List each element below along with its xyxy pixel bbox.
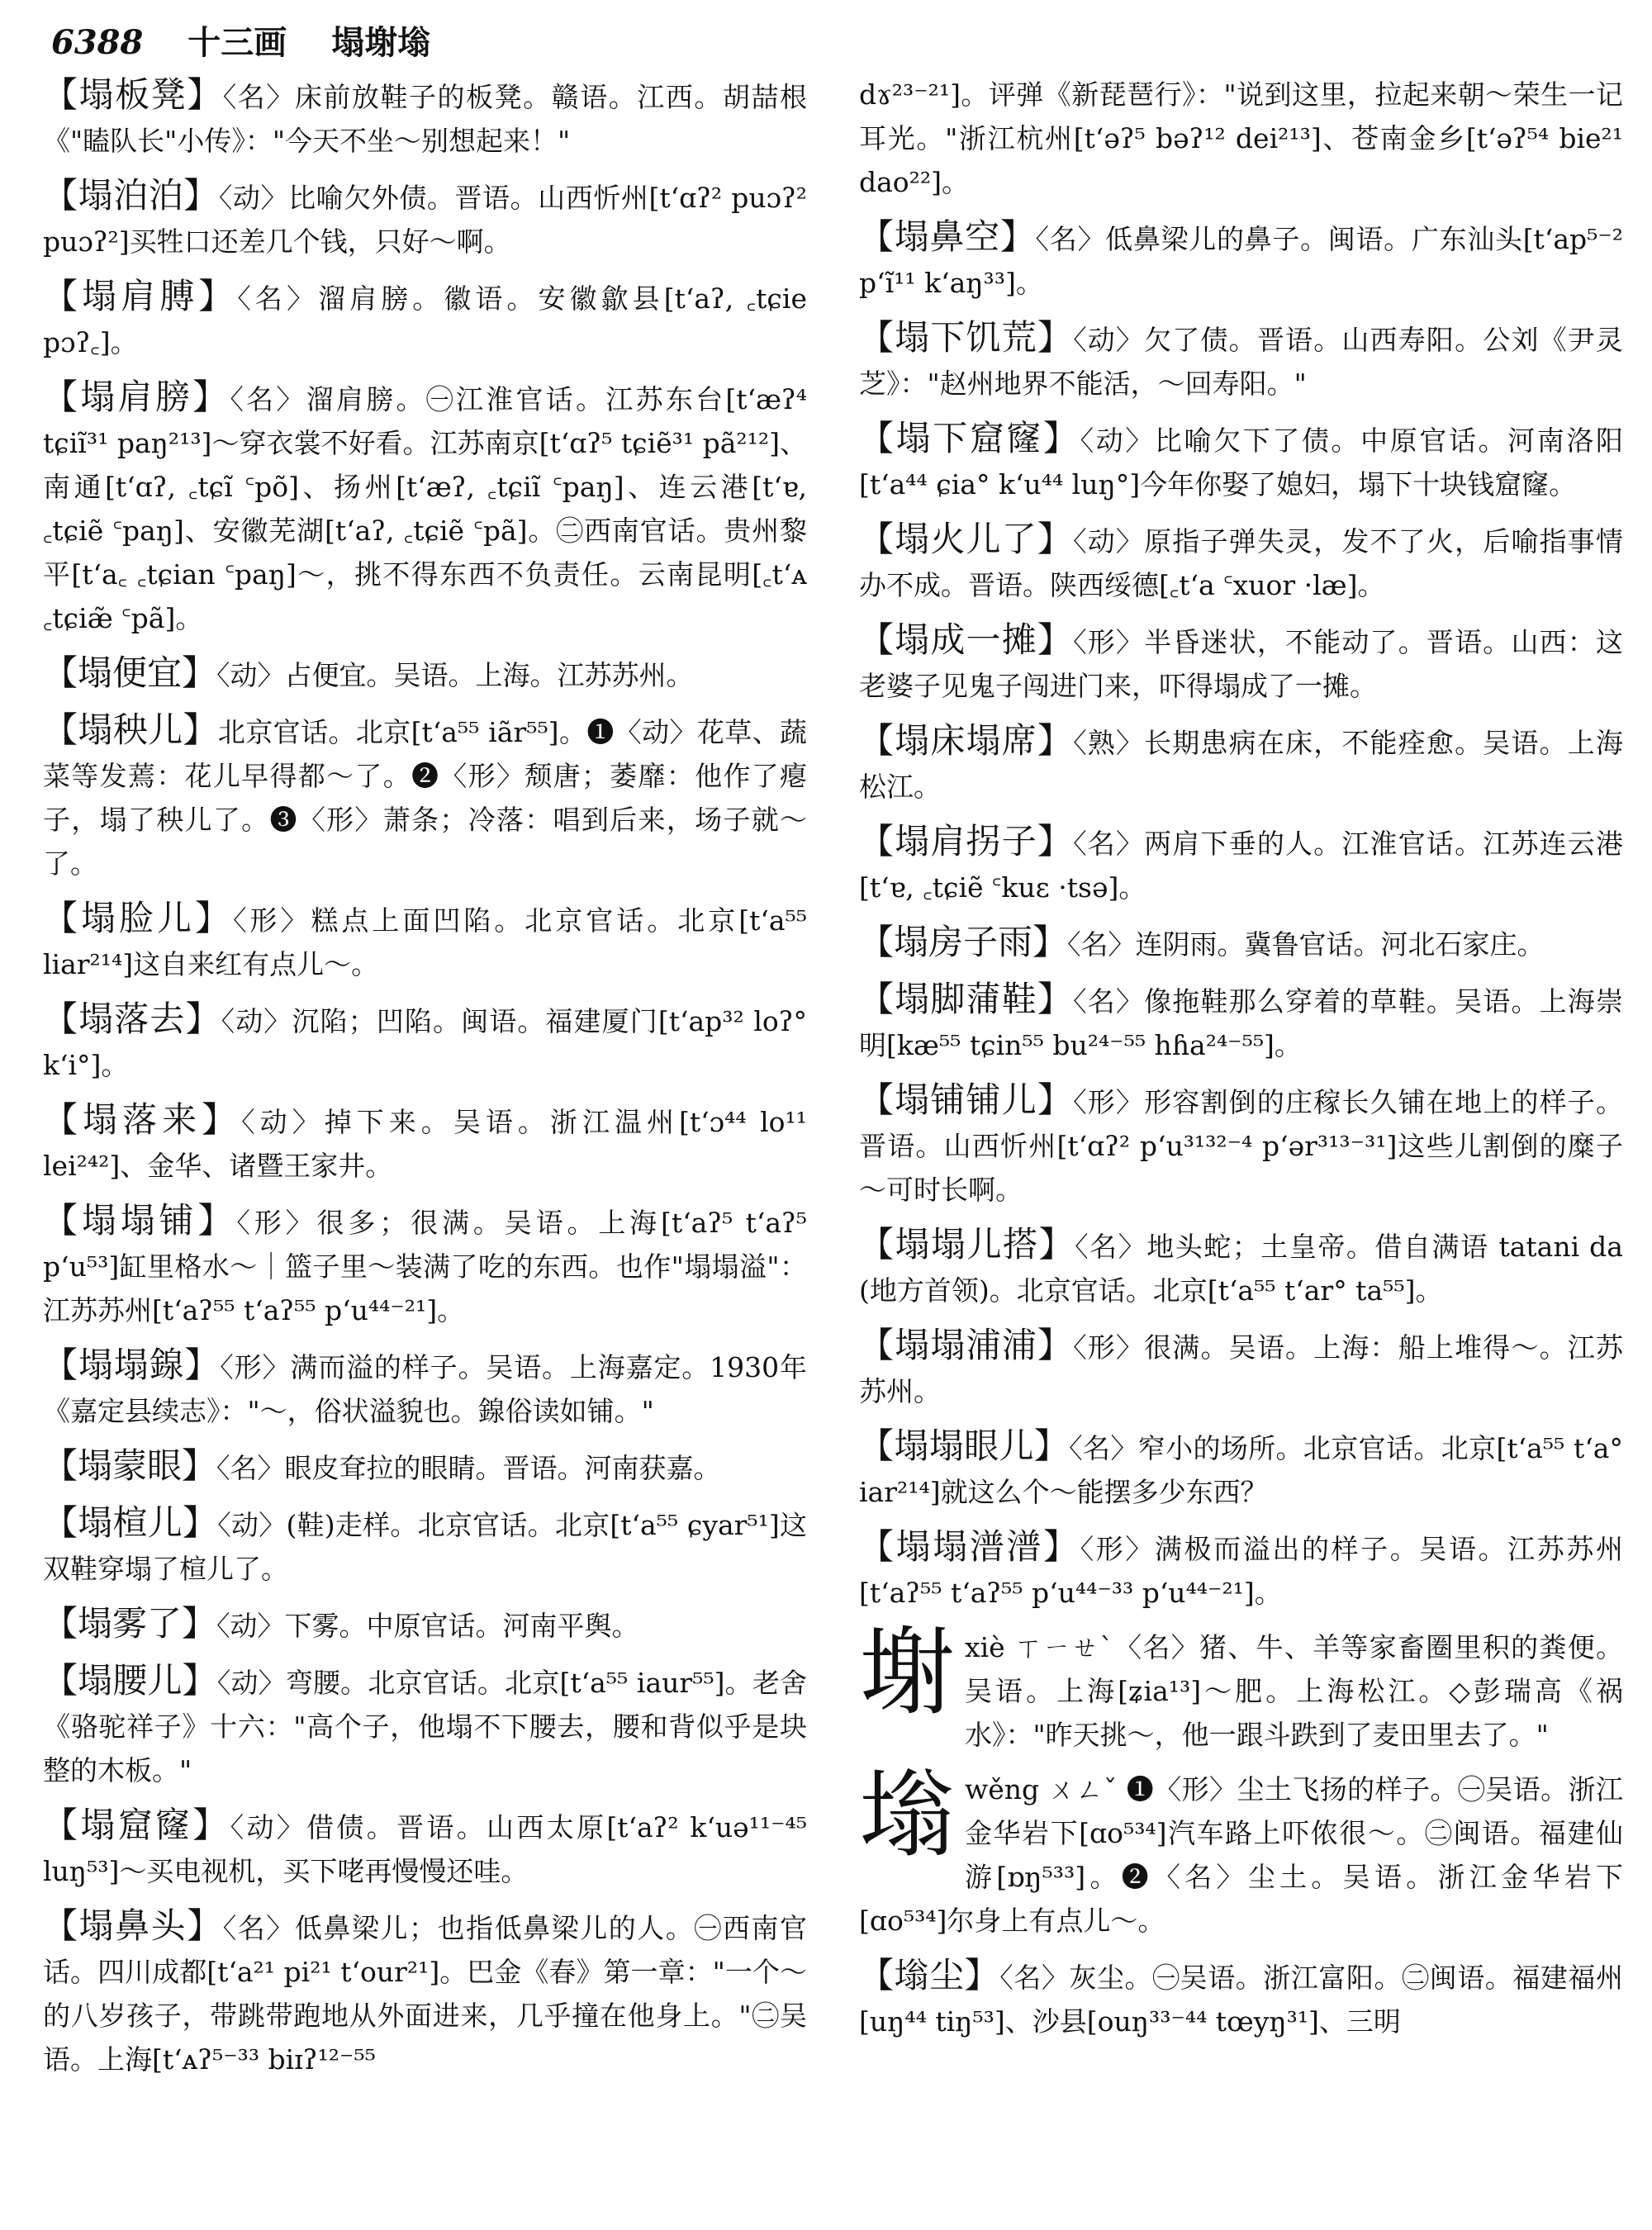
entry-headword: 【塌铺铺儿】 xyxy=(859,1079,1074,1120)
entry-headword: 【塌落来】 xyxy=(43,1099,242,1140)
dictionary-entry xyxy=(859,819,1623,909)
dictionary-entry xyxy=(43,1904,807,2081)
entry-headword: 【塌窟窿】 xyxy=(43,1805,230,1845)
entry-definition: 〈动〉掉下来。吴语。浙江温州[tʻɔ⁴⁴ lo¹¹ lei²⁴²]、金华、诸暨王家井。 xyxy=(43,1106,807,1182)
dictionary-entry xyxy=(859,1525,1623,1615)
entry-headword: 【塌肩膊】 xyxy=(43,276,238,316)
dictionary-entry xyxy=(43,1803,807,1893)
entry-definition: 〈动〉占便宜。吴语。上海。江苏苏州。 xyxy=(216,659,694,691)
entry-definition: 〈形〉很满。吴语。上海：船上堆得～。江苏苏州。 xyxy=(859,1331,1623,1407)
entry-definition: 〈名〉眼皮耷拉的眼睛。晋语。河南获嘉。 xyxy=(216,1452,721,1484)
entry-headword: 【塌泊泊】 xyxy=(43,175,219,216)
page-number: 6388 xyxy=(51,23,144,62)
dictionary-entry xyxy=(43,1658,807,1792)
entry-definition: 〈动〉原指子弹失灵，发不了火，后喻指事情办不成。晋语。陕西绥德[꜀tʻa ꜂xuor ·læ]。 xyxy=(859,525,1623,601)
entry-headword: 【塌脚蒲鞋】 xyxy=(859,979,1074,1019)
entry-headword: 【塌蒙眼】 xyxy=(43,1445,217,1486)
dictionary-entry xyxy=(859,1424,1623,1514)
entry-headword: 【塕尘】 xyxy=(859,1955,1000,1995)
entry-definition: 〈名〉低鼻梁儿；也指低鼻梁儿的人。㊀西南官话。四川成都[tʻa²¹ pi²¹ tʻour²¹]。巴金《春》第一章："一个～的八岁孩子，带跳带跑地从外面进来，几乎撞在他身上。"㊁吴语。上海[tʻᴀʔ⁵⁻³³ biɪʔ¹²⁻⁵⁵ xyxy=(43,1912,807,2076)
entry-definition: 〈动〉比喻欠外债。晋语。山西忻州[tʻɑʔ² puɔʔ² puɔʔ²]买牲口还差几个钱，只好～啊。 xyxy=(43,182,807,258)
dictionary-entry xyxy=(859,920,1623,966)
entry-headword: 【塌肩膀】 xyxy=(43,377,230,417)
dictionary-entry xyxy=(43,173,807,263)
page-header xyxy=(51,18,1621,68)
entry-headword: 【塌塌眼儿】 xyxy=(859,1426,1070,1466)
entry-definition: 〈名〉像拖鞋那么穿着的草鞋。吴语。上海崇明[kæ⁵⁵ tɕin⁵⁵ bu²⁴⁻⁵⁵ hɦa²⁴⁻⁵⁵]。 xyxy=(859,985,1623,1061)
dictionary-entry xyxy=(43,1601,807,1648)
dictionary-entry xyxy=(43,274,807,364)
entry-definition: 〈名〉窄小的场所。北京官话。北京[tʻa⁵⁵ tʻa° iar²¹⁴]就这么个～能摆多少东西？ xyxy=(859,1432,1623,1508)
dictionary-entry xyxy=(859,1323,1623,1413)
dictionary-entry xyxy=(859,618,1623,708)
entry-definition: 〈名〉低鼻梁儿的鼻子。闽语。广东汕头[tʻap⁵⁻² pʻĩ¹¹ kʻaŋ³³]。 xyxy=(859,223,1623,299)
entry-definition: 〈形〉很多；很满。吴语。上海[tʻaʔ⁵ tʻaʔ⁵ pʻu⁵³]缸里格水～｜篮子里～装满了吃的东西。也作"塌塌溢"：江苏苏州[tʻaʔ⁵⁵ tʻaʔ⁵⁵ pʻu⁴⁴⁻²¹]。 xyxy=(43,1207,807,1326)
entry-headword: 【塌楦儿】 xyxy=(43,1502,218,1543)
dictionary-entry xyxy=(859,316,1623,406)
dictionary-entry xyxy=(859,719,1623,809)
entry-headword: 【塌塌潽潽】 xyxy=(859,1526,1080,1567)
dictionary-entry xyxy=(43,708,807,885)
entry-headword: 【塌腰儿】 xyxy=(43,1660,217,1701)
entry-definition: 〈动〉弯腰。北京官话。北京[tʻa⁵⁵ iaur⁵⁵]。老舍《骆驼祥子》十六："高个子，他塌不下腰去，腰和背似乎是块整的木板。" xyxy=(43,1667,807,1786)
dictionary-entry xyxy=(859,1078,1623,1212)
head-character: 塮 xyxy=(859,1617,955,1729)
entry-headword: 【塌成一摊】 xyxy=(859,619,1074,660)
entry-definition: 〈名〉床前放鞋子的板凳。赣语。江西。胡喆根《"瞌队长"小传》："今天不坐～别想起来！" xyxy=(43,81,807,157)
entry-headword: 【塌塌铺】 xyxy=(43,1200,237,1241)
entry-definition: xiè ㄒㄧㄝˋ〈名〉猪、牛、羊等家畜圈里积的粪便。吴语。上海[ʑia¹³]～肥。上海松江。◇彭瑞高《祸水》："昨天挑～，他一跟斗跌到了麦田里去了。" xyxy=(965,1631,1623,1751)
dictionary-entry xyxy=(859,1953,1623,2043)
entry-definition: 〈名〉溜肩膀。㊀江淮官话。江苏东台[tʻæʔ⁴ tɕiĩ³¹ paŋ²¹³]～穿衣裳不好看。江苏南京[tʻɑʔ⁵ tɕiẽ³¹ pã²¹²]、南通[tʻɑʔ, ꜀tɕĩ ꜂põ]、扬州[tʻæʔ, ꜀tɕiĩ ꜂paŋ]、连云港[tʻɐ, ꜀tɕiẽ ꜂paŋ]、安徽芜湖[tʻaʔ, ꜀tɕiẽ ꜂pã]。㊁西南官话。贵州黎平[tʻa꜀ ꜀tɕian ꜂paŋ]～，挑不得东西不负责任。云南昆明[꜀tʻᴀ ꜀tɕiæ̃ ꜂pã]。 xyxy=(43,383,807,634)
entry-definition: 〈形〉形容割倒的庄稼长久铺在地上的样子。晋语。山西忻州[tʻɑʔ² pʻu³¹³²⁻⁴ pʻər³¹³⁻³¹]这些儿割倒的糜子～可时长啊。 xyxy=(859,1086,1623,1206)
character-entry xyxy=(859,1617,1623,1757)
entry-definition: 〈名〉溜肩膀。徽语。安徽歙县[tʻaʔ, ꜀tɕie pɔʔ꜀]。 xyxy=(43,282,807,358)
dictionary-entry xyxy=(43,1198,807,1332)
character-entry xyxy=(859,1759,1623,1943)
entry-definition: 〈形〉半昏迷状，不能动了。晋语。山西：这老婆子见鬼子闯进门来，吓得塌成了一摊。 xyxy=(859,626,1623,702)
entry-definition: 〈名〉连阴雨。冀鲁官话。河北石家庄。 xyxy=(1067,928,1545,961)
dictionary-entry xyxy=(859,1222,1623,1312)
dictionary-entry xyxy=(859,215,1623,305)
header-chars: 塌塮塕 xyxy=(331,23,431,62)
entry-definition: 〈名〉地头蛇；土皇帝。借自满语 tatani da (地方首领)。北京官话。北京[tʻa⁵⁵ tʻar° ta⁵⁵]。 xyxy=(859,1231,1623,1307)
entry-definition: 〈动〉下雾。中原官话。河南平舆。 xyxy=(216,1610,639,1642)
entry-definition: 〈形〉糕点上面凹陷。北京官话。北京[tʻa⁵⁵ liar²¹⁴]这自来红有点儿～。 xyxy=(43,904,807,980)
dictionary-entry xyxy=(859,416,1623,506)
entry-definition: 〈熟〉长期患病在床，不能痊愈。吴语。上海松江。 xyxy=(859,727,1623,803)
entry-definition: 北京官话。北京[tʻa⁵⁵ iãr⁵⁵]。❶〈动〉花草、蔬菜等发蔫：花儿早得都～了。❷〈形〉颓唐；萎靡：他作了瘪子，塌了秧儿了。❸〈形〉萧条；冷落：唱到后来，场子就～了。 xyxy=(43,716,807,880)
entry-headword: 【塌房子雨】 xyxy=(859,922,1068,962)
dictionary-entry xyxy=(43,1444,807,1490)
entry-definition: 〈动〉(鞋)走样。北京官话。北京[tʻa⁵⁵ ɕyar⁵¹]这双鞋穿塌了楦儿了。 xyxy=(43,1509,807,1585)
dictionary-entry xyxy=(859,977,1623,1067)
section-label: 十三画 xyxy=(188,23,287,62)
entry-definition: 〈形〉满而溢的样子。吴语。上海嘉定。1930年《嘉定县续志》："～，俗状溢貌也。䤼俗读如铺。" xyxy=(43,1351,807,1427)
head-character: 塕 xyxy=(859,1759,955,1871)
entry-headword: 【塌下饥荒】 xyxy=(859,317,1074,358)
entry-definition: 〈名〉灰尘。㊀吴语。浙江富阳。㊁闽语。福建福州[uŋ⁴⁴ tiŋ⁵³]、沙县[ouŋ³³⁻⁴⁴ tœyŋ³¹]、三明 xyxy=(859,1962,1623,2038)
entry-headword: 【塌雾了】 xyxy=(43,1603,217,1644)
dictionary-entry xyxy=(43,1098,807,1188)
entry-headword: 【塌塌儿搭】 xyxy=(859,1224,1075,1264)
entry-headword: 【塌板凳】 xyxy=(43,74,223,115)
dictionary-entry xyxy=(43,1343,807,1433)
entry-headword: 【塌秧儿】 xyxy=(43,709,218,750)
entry-headword: 【塌下窟窿】 xyxy=(859,418,1080,458)
entry-definition: dɤ²³⁻²¹]。评弹《新琵琶行》："说到这里，拉起来朝～荣生一记耳光。"浙江杭州[tʻəʔ⁵ bəʔ¹² dei²¹³]、苍南金乡[tʻəʔ⁵⁴ bie²¹ dao²²]。 xyxy=(859,78,1623,198)
entry-definition: wěng ㄨㄥˇ ❶〈形〉尘土飞扬的样子。㊀吴语。浙江金华岩下[ɑo⁵³⁴]汽车路上吓侬很～。㊁闽语。福建仙游[ɒŋ⁵³³]。❷〈名〉尘土。吴语。浙江金华岩下[ɑo⁵³⁴]尔身上有点儿～。 xyxy=(859,1773,1623,1937)
dictionary-entry xyxy=(43,651,807,697)
entry-definition: 〈动〉借债。晋语。山西太原[tʻaʔ² kʻuə¹¹⁻⁴⁵ luŋ⁵³]～买电视机，买下咾再慢慢还哇。 xyxy=(43,1811,807,1887)
dictionary-entry xyxy=(43,896,807,986)
right-column xyxy=(859,73,1623,2054)
entry-definition: 〈动〉比喻欠下了债。中原官话。河南洛阳[tʻa⁴⁴ ɕia° kʻu⁴⁴ luŋ°]今年你娶了媳妇，塌下十块钱窟窿。 xyxy=(859,425,1623,501)
entry-headword: 【塌床塌席】 xyxy=(859,720,1074,761)
entry-definition: 〈动〉欠了债。晋语。山西寿阳。公刘《尹灵芝》："赵州地界不能活，～回寿阳。" xyxy=(859,324,1623,400)
left-column xyxy=(43,73,807,2092)
entry-headword: 【塌塌浦浦】 xyxy=(859,1325,1074,1365)
dictionary-entry xyxy=(43,997,807,1087)
entry-headword: 【塌塌䤼】 xyxy=(43,1345,221,1385)
entry-definition: 〈动〉沉陷；凹陷。闽语。福建厦门[tʻap³² loʔ° kʻi°]。 xyxy=(43,1005,807,1081)
dictionary-entry xyxy=(43,1501,807,1591)
entry-headword: 【塌肩拐子】 xyxy=(859,821,1074,861)
entry-headword: 【塌火儿了】 xyxy=(859,519,1074,559)
entry-headword: 【塌鼻头】 xyxy=(43,1905,223,1946)
dictionary-entry xyxy=(43,73,807,163)
entry-headword: 【塌便宜】 xyxy=(43,652,217,693)
dictionary-entry xyxy=(859,517,1623,607)
dictionary-entry xyxy=(43,375,807,640)
entry-headword: 【塌鼻空】 xyxy=(859,216,1036,257)
entry-headword: 【塌脸儿】 xyxy=(43,898,233,938)
entry-headword: 【塌落去】 xyxy=(43,999,221,1039)
entry-definition: 〈形〉满极而溢出的样子。吴语。江苏苏州[tʻaʔ⁵⁵ tʻaʔ⁵⁵ pʻu⁴⁴⁻³³ pʻu⁴⁴⁻²¹]。 xyxy=(859,1533,1623,1609)
entry-definition: 〈名〉两肩下垂的人。江淮官话。江苏连云港[tʻɐ, ꜀tɕiẽ ꜂kuɛ ·tsə]。 xyxy=(859,828,1623,904)
dictionary-entry xyxy=(859,73,1623,204)
